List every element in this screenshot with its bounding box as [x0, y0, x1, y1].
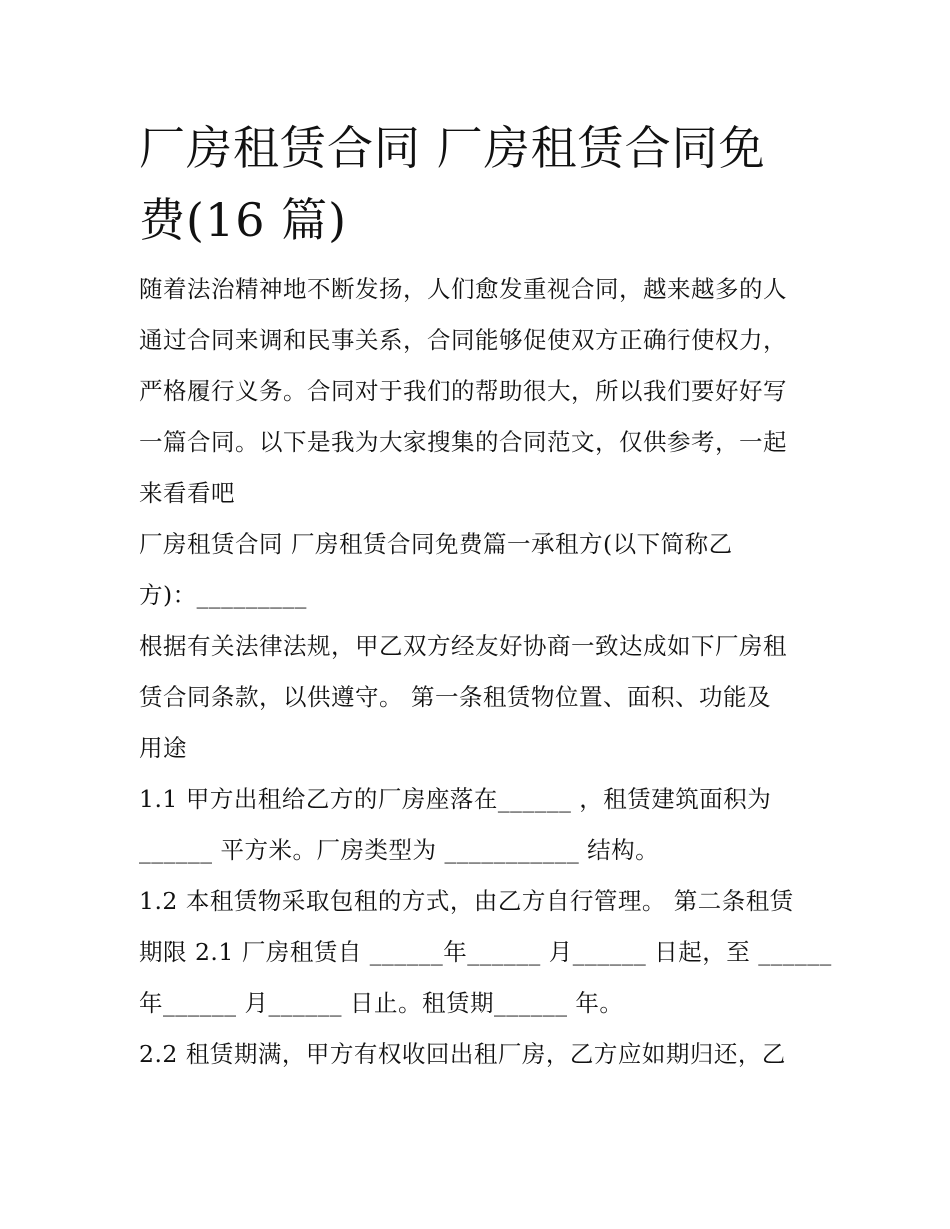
body-line: 年______ 月______ 日止。租赁期______ 年。 — [139, 989, 624, 1017]
document-page — [139, 112, 832, 1080]
body-line: 来看看吧 — [139, 479, 235, 507]
body-line: 1.2 本租赁物采取包租的方式，由乙方自行管理。 第二条租赁 — [139, 887, 794, 915]
title-line-1: 厂房租赁合同 厂房租赁合同免 — [139, 121, 766, 175]
title-line-2: 费(16 篇) — [139, 193, 348, 247]
body-line: 赁合同条款，以供遵守。 第一条租赁物位置、面积、功能及 — [139, 683, 771, 711]
body-line: 方)：_________ — [139, 581, 307, 609]
document-title — [139, 112, 819, 256]
body-line: 用途 — [139, 734, 187, 762]
body-line: 厂房租赁合同 厂房租赁合同免费篇一承租方(以下简称乙 — [139, 530, 733, 558]
document-body — [139, 264, 832, 1080]
body-line: 2.2 租赁期满，甲方有权收回出租厂房，乙方应如期归还，乙 — [139, 1040, 786, 1068]
body-line: 随着法治精神地不断发扬，人们愈发重视合同，越来越多的人 — [139, 275, 787, 303]
body-line: 严格履行义务。合同对于我们的帮助很大，所以我们要好好写 — [139, 377, 787, 405]
body-line: ______ 平方米。厂房类型为 ___________ 结构。 — [139, 836, 660, 864]
body-line: 1.1 甲方出租给乙方的厂房座落在______ ，租赁建筑面积为 — [139, 785, 772, 813]
body-line: 根据有关法律法规，甲乙双方经友好协商一致达成如下厂房租 — [139, 632, 787, 660]
body-line: 一篇合同。以下是我为大家搜集的合同范文，仅供参考，一起 — [139, 428, 787, 456]
body-line: 通过合同来调和民事关系，合同能够促使双方正确行使权力， — [139, 326, 787, 354]
body-line: 期限 2.1 厂房租赁自 ______年______ 月______ 日起，至 ______ — [139, 938, 832, 966]
